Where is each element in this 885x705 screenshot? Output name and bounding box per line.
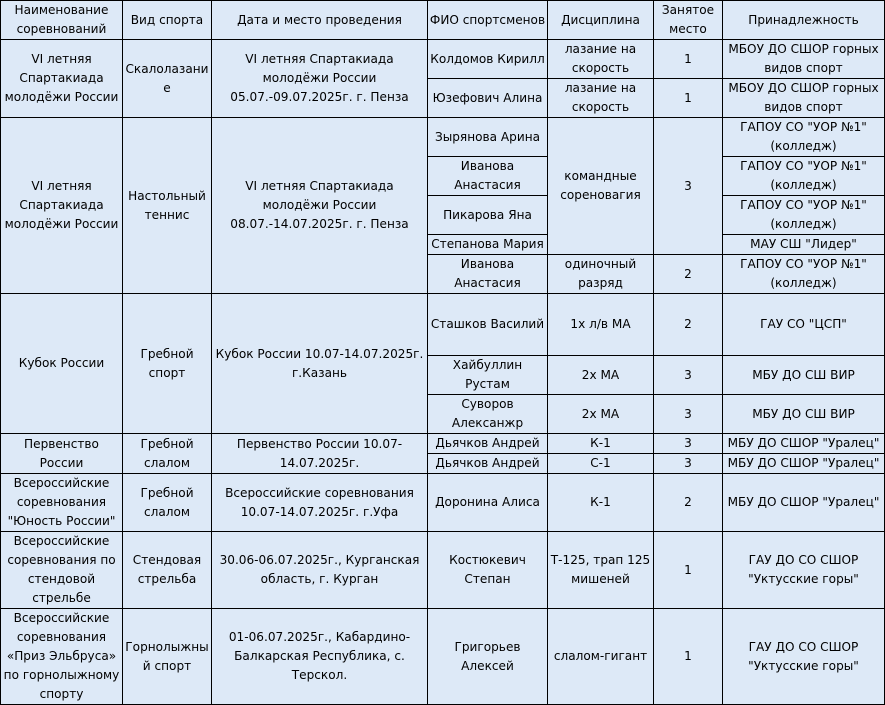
affiliation-cell: МБУ ДО СШОР "Уралец": [723, 434, 885, 454]
sport-cell: Гребной спорт: [123, 294, 212, 434]
header-discipline: Дисциплина: [548, 1, 654, 40]
discipline-cell: 1х л/в МА: [548, 294, 654, 356]
athlete-cell: Дьячков Андрей: [428, 434, 548, 454]
discipline-cell: С-1: [548, 454, 654, 474]
table-row: [1, 294, 885, 356]
discipline-cell: Т-125, трап 125 мишеней: [548, 532, 654, 609]
header-date-place: Дата и место проведения: [212, 1, 428, 40]
sport-cell: Горнолыжный спорт: [123, 609, 212, 705]
place-cell: 2: [654, 294, 723, 356]
affiliation-cell: ГАУ ДО СО СШОР "Уктусские горы": [723, 609, 885, 705]
competition-cell: Всероссийские соревнования "Юность России": [1, 474, 123, 532]
athlete-cell: Доронина Алиса: [428, 474, 548, 532]
sport-cell: Скалолазание: [123, 40, 212, 118]
discipline-cell: командные сореновагия: [548, 118, 654, 255]
athlete-cell: Григорьев Алексей: [428, 609, 548, 705]
date-place-cell: VI летняя Спартакиада молодёжи России 08.07.-14.07.2025г. г. Пенза: [212, 118, 428, 294]
header-athlete: ФИО спортсменов: [428, 1, 548, 40]
affiliation-cell: ГАПОУ СО "УОР №1" (колледж): [723, 196, 885, 235]
affiliation-cell: МБУ ДО СШОР "Уралец": [723, 474, 885, 532]
place-cell: 3: [654, 395, 723, 434]
date-place-cell: VI летняя Спартакиада молодёжи России 05.07.-09.07.2025г. г. Пенза: [212, 40, 428, 118]
place-cell: 2: [654, 474, 723, 532]
place-cell: 3: [654, 356, 723, 395]
sport-cell: Настольный теннис: [123, 118, 212, 294]
affiliation-cell: ГАУ ДО СО СШОР "Уктусские горы": [723, 532, 885, 609]
table-row: [1, 609, 885, 705]
competition-cell: Первенство России: [1, 434, 123, 474]
discipline-cell: 2х МА: [548, 356, 654, 395]
table-row: [1, 118, 885, 157]
discipline-cell: слалом-гигант: [548, 609, 654, 705]
affiliation-cell: МБУ ДО СШ ВИР: [723, 356, 885, 395]
table-row: [1, 40, 885, 79]
affiliation-cell: МАУ СШ "Лидер": [723, 235, 885, 255]
place-cell: 3: [654, 454, 723, 474]
affiliation-cell: ГАУ СО "ЦСП": [723, 294, 885, 356]
discipline-cell: К-1: [548, 474, 654, 532]
athlete-cell: Юзефович Алина: [428, 79, 548, 118]
place-cell: 1: [654, 532, 723, 609]
discipline-cell: лазание на скорость: [548, 40, 654, 79]
table-row: [1, 434, 885, 454]
date-place-cell: Кубок России 10.07-14.07.2025г. г.Казань: [212, 294, 428, 434]
competition-cell: Всероссийские соревнования по стендовой стрельбе: [1, 532, 123, 609]
affiliation-cell: ГАПОУ СО "УОР №1" (колледж): [723, 157, 885, 196]
header-place: Занятое место: [654, 1, 723, 40]
athlete-cell: Степанова Мария: [428, 235, 548, 255]
competition-cell: Всероссийские соревнования «Приз Эльбруса» по горнолыжному спорту: [1, 609, 123, 705]
athlete-cell: Хайбуллин Рустам: [428, 356, 548, 395]
table-row: [1, 474, 885, 532]
discipline-cell: лазание на скорость: [548, 79, 654, 118]
discipline-cell: К-1: [548, 434, 654, 454]
header-sport: Вид спорта: [123, 1, 212, 40]
place-cell: 1: [654, 609, 723, 705]
date-place-cell: Всероссийские соревнования 10.07-14.07.2025г. г.Уфа: [212, 474, 428, 532]
place-cell: 3: [654, 434, 723, 454]
competition-cell: VI летняя Спартакиада молодёжи России: [1, 40, 123, 118]
place-cell: 2: [654, 255, 723, 294]
header-competition: Наименование соревнований: [1, 1, 123, 40]
athlete-cell: Дьячков Андрей: [428, 454, 548, 474]
date-place-cell: 01-06.07.2025г., Кабардино-Балкарская Республика, с. Терскол.: [212, 609, 428, 705]
competition-cell: VI летняя Спартакиада молодёжи России: [1, 118, 123, 294]
discipline-cell: 2х МА: [548, 395, 654, 434]
date-place-cell: 30.06-06.07.2025г., Курганская область, г. Курган: [212, 532, 428, 609]
date-place-cell: Первенство России 10.07-14.07.2025г.: [212, 434, 428, 474]
place-cell: 1: [654, 79, 723, 118]
affiliation-cell: МБУ ДО СШОР "Уралец": [723, 454, 885, 474]
affiliation-cell: МБУ ДО СШ ВИР: [723, 395, 885, 434]
athlete-cell: Колдомов Кирилл: [428, 40, 548, 79]
sport-cell: Стендовая стрельба: [123, 532, 212, 609]
sport-cell: Гребной слалом: [123, 434, 212, 474]
header-row: [1, 1, 885, 40]
table-row: [1, 532, 885, 609]
competition-cell: Кубок России: [1, 294, 123, 434]
athlete-cell: Сташков Василий: [428, 294, 548, 356]
sport-cell: Гребной слалом: [123, 474, 212, 532]
athlete-cell: Зырянова Арина: [428, 118, 548, 157]
header-affiliation: Принадлежность: [723, 1, 885, 40]
athlete-cell: Пикарова Яна: [428, 196, 548, 235]
athlete-cell: Суворов Алексанжр: [428, 395, 548, 434]
athlete-cell: Костюкевич Степан: [428, 532, 548, 609]
discipline-cell: одиночный разряд: [548, 255, 654, 294]
affiliation-cell: ГАПОУ СО "УОР №1" (колледж): [723, 118, 885, 157]
athlete-cell: Иванова Анастасия: [428, 255, 548, 294]
affiliation-cell: МБОУ ДО СШОР горных видов спорт: [723, 79, 885, 118]
place-cell: 3: [654, 118, 723, 255]
athlete-cell: Иванова Анастасия: [428, 157, 548, 196]
affiliation-cell: ГАПОУ СО "УОР №1" (колледж): [723, 255, 885, 294]
place-cell: 1: [654, 40, 723, 79]
affiliation-cell: МБОУ ДО СШОР горных видов спорт: [723, 40, 885, 79]
